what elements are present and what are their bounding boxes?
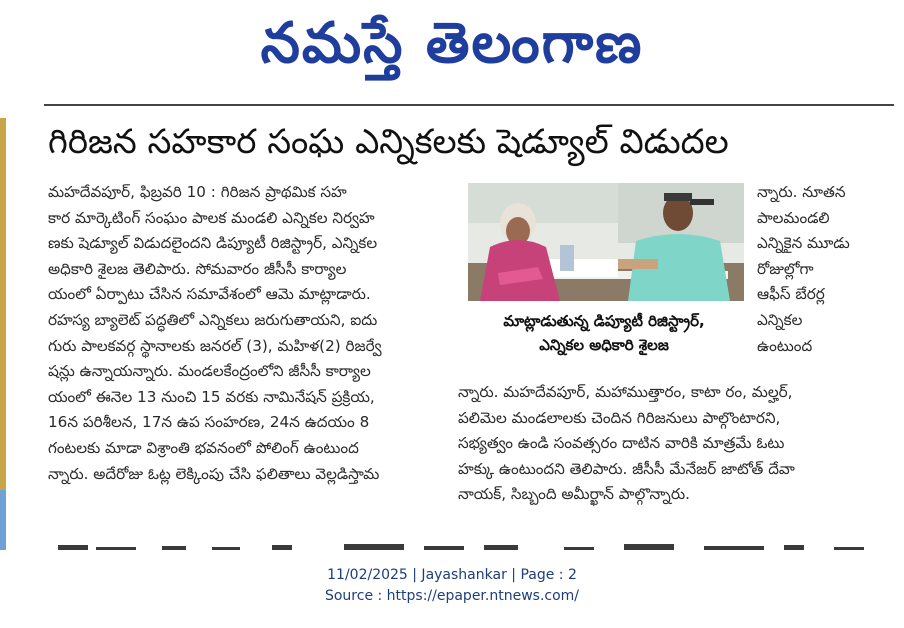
- body-line: గంటలకు మాడా విశ్రాంతి భవనంలో పోలింగ్ ఉంటుంద: [48, 438, 359, 457]
- body-line: హక్కు ఉంటుందని తెలిపారు. జీసీసీ మేనేజర్ జాటోత్ దేవా: [458, 459, 795, 478]
- body-line: అధికారి శైలజ తెలిపారు. సోమవారం జీసీసీ కార్యాల: [48, 259, 347, 278]
- body-line: యంలో ఈనెల 13 నుంచి 15 వరకు నామినేషన్ ప్రక్రియ,: [48, 387, 375, 406]
- photo-caption-line: ఎన్నికల అధికారి శైలజ: [539, 336, 669, 354]
- photo-caption-line: మాట్లాడుతున్న డిప్యూటీ రిజిస్ట్రార్,: [503, 312, 705, 330]
- body-line: పాలమండలి: [757, 208, 830, 227]
- next-article-partial: [44, 538, 894, 550]
- body-line: ఎన్నికల: [757, 310, 803, 329]
- adjacent-article-edge: [0, 118, 6, 498]
- body-line: కార మార్కెటింగ్ సంఘం పాలక మండలి ఎన్నికల నిర్వహ: [48, 208, 375, 227]
- article-body-bottom: [458, 380, 894, 508]
- body-line: ఉంటుంద: [757, 336, 813, 355]
- body-line: న్నారు. మహదేవపూర్, మహాముత్తారం, కాటా రం, మల్హర్,: [458, 383, 793, 401]
- article-headline: గిరిజన సహకార సంఘ ఎన్నికలకు షెడ్యూల్ విడుదల: [48, 122, 729, 162]
- footer-date-edition: 11/02/2025 | Jayashankar | Page : 2: [327, 567, 577, 583]
- body-line: మహదేవపూర్, ఫిబ్రవరి 10 : గిరిజన ప్రాథమిక సహ: [48, 183, 347, 201]
- newspaper-logo: నమస్తే తెలంగాణ: [260, 11, 644, 76]
- body-line: పలిమెల మండలాలకు చెందిన గిరిజనులు పాల్గొంటారని,: [458, 408, 781, 427]
- body-line: న్నారు. నూతన: [757, 183, 846, 201]
- footer: [0, 565, 904, 607]
- body-line: ణకు షెడ్యూల్ విడుదలైందని డిప్యూటీ రిజిస్ట్రార్, ఎన్నికల: [48, 234, 378, 253]
- body-line: రహస్య బ్యాలెట్ పద్ధతిలో ఎన్నికలు జరుగుతాయని, ఐదు: [48, 310, 378, 329]
- body-line: నాయక్, సిబ్బంది అమీర్ఖాన్ పాల్గొన్నారు.: [458, 485, 690, 504]
- article-body-right: [757, 180, 894, 359]
- body-line: యంలో ఏర్పాటు చేసిన సమావేశంలో ఆమె మాట్లాడారు.: [48, 285, 371, 304]
- body-line: రోజుల్లోగా: [757, 259, 814, 278]
- adjacent-article-edge-blue: [0, 490, 6, 550]
- article-body-left: [48, 180, 448, 487]
- body-line: 16న పరిశీలన, 17న ఉప సంహరణ, 24న ఉదయం 8: [48, 413, 370, 432]
- photo-caption: [480, 309, 728, 357]
- body-line: ఎన్నికైన మూడు: [757, 234, 850, 253]
- body-line: న్నారు. అదేరోజు ఓట్ల లెక్కింపు చేసి ఫలితాలు వెల్లడిస్తామ: [48, 464, 380, 483]
- article-photo: [468, 183, 744, 301]
- masthead: [0, 0, 904, 96]
- divider: [44, 104, 894, 106]
- body-line: ఆఫీస్ బేరర్ల: [757, 285, 825, 304]
- footer-source: Source : https://epaper.ntnews.com/: [324, 588, 580, 604]
- body-line: షన్లు ఉన్నాయన్నారు. మండలకేంద్రంలోని జీసీసీ కార్యాల: [48, 362, 371, 381]
- body-line: సభ్యత్వం ఉండి సంవత్సరం దాటిన వారికి మాత్రమే ఓటు: [458, 434, 785, 453]
- body-line: గురు పాలకవర్గ స్థానాలకు జనరల్ (3), మహిళ(2) రిజర్వే: [48, 336, 382, 355]
